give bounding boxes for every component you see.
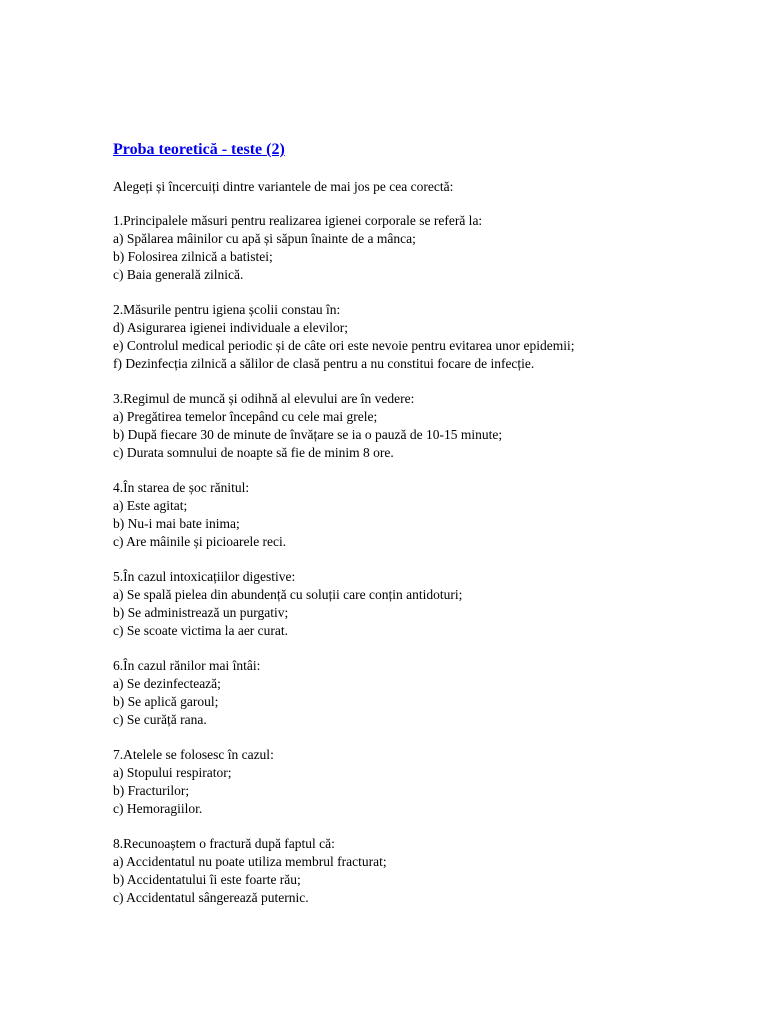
question-text: 2.Măsurile pentru igiena școlii constau în: (113, 302, 341, 317)
answer-option: a) Este agitat; (113, 498, 188, 513)
question-2 (113, 301, 753, 373)
answer-option: a) Stopului respirator; (113, 765, 232, 780)
question-text: 3.Regimul de muncă și odihnă al elevului are în vedere: (113, 391, 415, 406)
question-text: 4.În starea de șoc rănitul: (113, 480, 250, 495)
answer-option: c) Are mâinile și picioarele reci. (113, 534, 287, 549)
question-text: 1.Principalele măsuri pentru realizarea igienei corporale se referă la: (113, 213, 483, 228)
answer-option: a) Se spală pielea din abundență cu soluții care conțin antidoturi; (113, 587, 463, 602)
answer-option: c) Baia generală zilnică. (113, 267, 244, 282)
question-text: 7.Atelele se folosesc în cazul: (113, 747, 274, 762)
question-text: 8.Recunoaștem o fractură după faptul că: (113, 836, 335, 851)
question-text: 5.În cazul intoxicațiilor digestive: (113, 569, 296, 584)
answer-option: c) Hemoragiilor. (113, 801, 203, 816)
answer-option: b) Se aplică garoul; (113, 694, 219, 709)
question-1 (113, 212, 753, 284)
question-5 (113, 568, 753, 640)
answer-option: e) Controlul medical periodic și de câte ori este nevoie pentru evitarea unor epidemii; (113, 338, 575, 353)
question-3 (113, 390, 753, 462)
answer-option: c) Se scoate victima la aer curat. (113, 623, 289, 638)
answer-option: b) După fiecare 30 de minute de învățare se ia o pauză de 10-15 minute; (113, 427, 503, 442)
question-7 (113, 746, 753, 818)
answer-option: a) Se dezinfectează; (113, 676, 221, 691)
answer-option: b) Fracturilor; (113, 783, 190, 798)
answer-option: c) Durata somnului de noapte să fie de minim 8 ore. (113, 445, 394, 460)
answer-option: b) Nu-i mai bate inima; (113, 516, 240, 531)
answer-option: a) Spălarea mâinilor cu apă și săpun înainte de a mânca; (113, 231, 416, 246)
answer-option: c) Se curăță rana. (113, 712, 207, 727)
document-title-link[interactable]: Proba teoretică - teste (2) (113, 141, 285, 158)
instructions-text: Alegeți și încercuiți dintre variantele de mai jos pe cea corectă: (113, 179, 454, 194)
question-4 (113, 479, 753, 551)
answer-option: b) Se administrează un purgativ; (113, 605, 289, 620)
answer-option: f) Dezinfecția zilnică a sălilor de clasă pentru a nu constitui focare de infecție. (113, 356, 535, 371)
answer-option: b) Folosirea zilnică a batistei; (113, 249, 273, 264)
answer-option: a) Accidentatul nu poate utiliza membrul fracturat; (113, 854, 387, 869)
question-8 (113, 835, 753, 907)
answer-option: c) Accidentatul sângerează puternic. (113, 890, 309, 905)
answer-option: d) Asigurarea igienei individuale a elevilor; (113, 320, 349, 335)
answer-option: a) Pregătirea temelor începând cu cele mai grele; (113, 409, 378, 424)
answer-option: b) Accidentatului îi este foarte rău; (113, 872, 301, 887)
questions-list (113, 212, 753, 924)
question-text: 6.În cazul rănilor mai întâi: (113, 658, 261, 673)
question-6 (113, 657, 753, 729)
